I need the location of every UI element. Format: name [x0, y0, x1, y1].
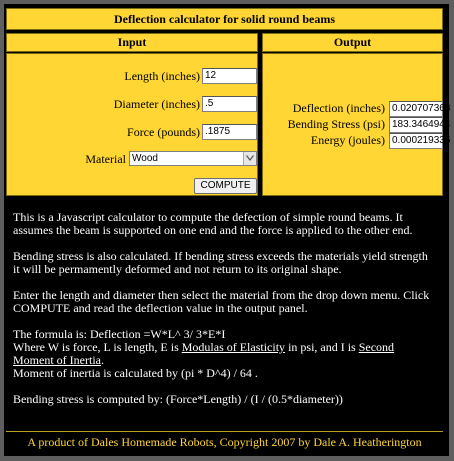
material-label: Material	[85, 152, 126, 166]
deflection-label: Deflection (inches)	[292, 101, 385, 115]
energy-label: Energy (joules)	[310, 133, 385, 147]
deflection-output[interactable]: 0.020707368	[389, 101, 443, 117]
where-text-b: in psi, and I is	[285, 340, 359, 354]
compute-button[interactable]: COMPUTE	[194, 178, 257, 194]
inertia-formula: Moment of inertia is calculated by (pi * D^4) / 64 .	[13, 366, 258, 380]
footer-copyright: A product of Dales Homemade Robots, Copyright 2007 by Dale A. Heatherington	[6, 431, 443, 452]
force-input[interactable]: .1875	[202, 124, 257, 140]
stress-formula: Bending stress is computed by: (Force*Length) / (I / (0.5*diameter))	[13, 392, 343, 406]
energy-output[interactable]: 0.000219336	[389, 133, 443, 149]
description-intro: This is a Javascript calculator to compute the defection of simple round beams. It assumes the beam is supported on one end and the force is applied to the other end.	[13, 210, 413, 237]
description-formula	[13, 328, 435, 380]
bending-stress-label: Bending Stress (psi)	[287, 117, 385, 131]
force-label: Force (pounds)	[127, 125, 200, 139]
chevron-down-icon[interactable]	[243, 152, 256, 165]
description-stress-note: Bending stress is also calculated. If bending stress exceeds the materials yield strength it will be permamently deformed and not return to its original shape.	[13, 249, 428, 276]
second-moment-of-inertia-link[interactable]: Second Moment of Inertia	[13, 340, 395, 367]
description-instructions: Enter the length and diameter then select the material from the drop down menu. Click COMPUTE and read the deflection value in the output panel.	[13, 288, 430, 315]
output-heading: Output	[262, 33, 443, 52]
input-panel	[6, 53, 258, 196]
length-label: Length (inches)	[124, 69, 200, 83]
material-select[interactable]	[129, 151, 257, 166]
formula-text: The formula is: Deflection =W*L^ 3/ 3*E*I	[13, 327, 226, 341]
material-selected-value: Wood	[132, 153, 158, 164]
where-text-a: Where W is force, L is length, E is	[13, 340, 182, 354]
where-text-c: .	[100, 353, 104, 367]
diameter-label: Diameter (inches)	[113, 97, 200, 111]
diameter-input[interactable]: .5	[202, 96, 257, 112]
modulus-of-elasticity-link[interactable]: Modulas of Elasticity	[181, 340, 286, 354]
output-panel	[262, 53, 451, 196]
bending-stress-output[interactable]: 183.3464944	[389, 117, 443, 133]
input-heading: Input	[6, 33, 258, 52]
length-input[interactable]: 12	[202, 68, 257, 84]
description-panel	[6, 199, 443, 428]
page-title: Deflection calculator for solid round beams	[6, 8, 443, 30]
